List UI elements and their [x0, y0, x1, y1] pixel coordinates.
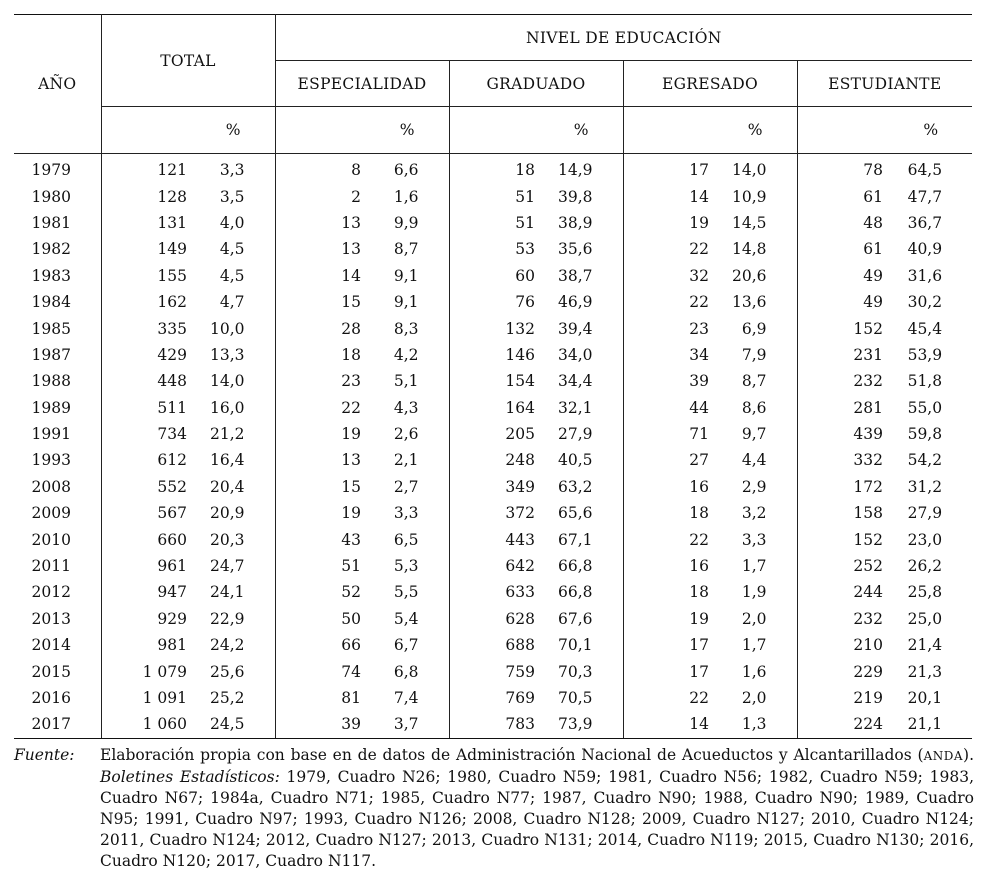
cell-estudiante: 232 [853, 372, 883, 391]
cell-year: 2011 [14, 553, 101, 579]
cell-egresado-pct: 13,6 [723, 289, 797, 315]
cell-estudiante-pct: 21,1 [897, 711, 972, 738]
cell-estudiante: 231 [853, 345, 883, 364]
cell-estudiante-pct: 55,0 [907, 398, 943, 417]
cell-estudiante: 49 [863, 266, 883, 285]
cell-egresado: 19 [689, 609, 709, 628]
cell-graduado: 688 [505, 636, 535, 655]
cell-egresado-pct: 3,3 [723, 526, 797, 552]
cell-especialidad: 13 [341, 213, 361, 232]
cell-total-pct: 24,7 [201, 553, 275, 579]
cell-especialidad-pct: 6,5 [375, 526, 449, 552]
cell-total: 961 [157, 557, 187, 576]
cell-egresado-pct: 6,9 [723, 315, 797, 341]
cell-graduado: 759 [505, 662, 535, 681]
cell-estudiante: 61 [863, 187, 883, 206]
table-row [14, 474, 972, 500]
cell-estudiante: 61 [863, 240, 883, 259]
cell-year: 2017 [14, 711, 101, 738]
cell-egresado: 18 [689, 583, 709, 602]
cell-egresado-pct: 1,3 [723, 711, 797, 738]
cell-year: 1979 [14, 154, 101, 184]
table-row [14, 711, 972, 738]
cell-year: 1987 [14, 342, 101, 368]
cell-graduado: 51 [515, 187, 535, 206]
cell-estudiante: 252 [853, 557, 883, 576]
cell-total-pct: 4,0 [201, 210, 275, 236]
cell-year: 1993 [14, 447, 101, 473]
cell-egresado-pct: 1,6 [723, 658, 797, 684]
cell-egresado-pct: 2,9 [723, 474, 797, 500]
cell-egresado: 17 [689, 662, 709, 681]
percent-header-row [14, 107, 972, 154]
cell-egresado: 39 [689, 372, 709, 391]
cell-graduado-pct: 65,6 [549, 500, 623, 526]
cell-total-pct: 4,5 [201, 236, 275, 262]
cell-total-pct: 4,5 [201, 263, 275, 289]
cell-egresado: 34 [689, 345, 709, 364]
cell-egresado-pct: 2,0 [723, 685, 797, 711]
cell-graduado: 51 [515, 213, 535, 232]
cell-especialidad-pct: 4,3 [375, 395, 449, 421]
cell-estudiante-pct: 51,8 [907, 372, 943, 391]
cell-graduado: 769 [505, 689, 535, 707]
source-text [100, 745, 974, 872]
cell-especialidad-pct: 3,3 [375, 500, 449, 526]
table-row [14, 421, 972, 447]
cell-estudiante: 332 [853, 451, 883, 470]
cell-graduado: 783 [449, 711, 549, 738]
education-level-table [14, 14, 972, 739]
percent-label-egresado: % [723, 107, 797, 154]
table-row [14, 658, 972, 684]
cell-estudiante: 48 [863, 213, 883, 232]
cell-graduado-pct: 67,1 [549, 526, 623, 552]
cell-year: 2013 [14, 606, 101, 632]
cell-total-pct: 4,7 [201, 289, 275, 315]
table-row [14, 685, 972, 711]
cell-total: 511 [157, 398, 187, 417]
table-body [14, 154, 972, 739]
cell-year: 1980 [14, 183, 101, 209]
percent-label-estudiante: % [897, 107, 972, 154]
cell-graduado: 76 [515, 293, 535, 312]
cell-egresado-pct: 10,9 [723, 183, 797, 209]
cell-graduado: 53 [515, 240, 535, 259]
cell-total-pct: 24,1 [201, 579, 275, 605]
cell-especialidad: 66 [341, 636, 361, 655]
cell-egresado: 44 [689, 398, 709, 417]
cell-especialidad: 28 [341, 319, 361, 338]
cell-especialidad-pct: 9,1 [375, 263, 449, 289]
cell-graduado-pct: 70,5 [549, 685, 623, 711]
cell-especialidad-pct: 3,7 [375, 711, 449, 738]
table-row [14, 395, 972, 421]
source-line1: Elaboración propia con base en de datos de Administración Nacional de Acueductos y Alcantarillados ( [100, 746, 924, 764]
cell-graduado-pct: 40,5 [549, 447, 623, 473]
cell-egresado: 19 [689, 213, 709, 232]
header-graduado: GRADUADO [449, 61, 623, 107]
cell-graduado-pct: 32,1 [549, 395, 623, 421]
cell-total-pct: 16,4 [201, 447, 275, 473]
cell-total-pct: 14,0 [201, 368, 275, 394]
cell-egresado-pct: 14,5 [723, 210, 797, 236]
cell-especialidad-pct: 5,4 [375, 606, 449, 632]
cell-graduado: 443 [505, 530, 535, 549]
cell-total: 567 [157, 504, 187, 523]
cell-total: 155 [157, 266, 187, 285]
cell-graduado-pct: 73,9 [549, 711, 623, 738]
cell-total: 1 060 [101, 711, 201, 738]
cell-total: 612 [157, 451, 187, 470]
cell-year: 1985 [14, 315, 101, 341]
cell-egresado: 14 [689, 187, 709, 206]
cell-total-pct: 21,2 [201, 421, 275, 447]
cell-especialidad-pct: 8,3 [375, 315, 449, 341]
cell-total: 335 [157, 319, 187, 338]
cell-egresado: 23 [689, 319, 709, 338]
cell-egresado: 22 [689, 293, 709, 312]
cell-estudiante: 229 [853, 662, 883, 681]
cell-especialidad-pct: 5,5 [375, 579, 449, 605]
cell-especialidad-pct: 9,9 [375, 210, 449, 236]
cell-egresado-pct: 8,6 [723, 395, 797, 421]
table-row [14, 606, 972, 632]
cell-estudiante: 439 [853, 425, 883, 444]
cell-year: 2009 [14, 500, 101, 526]
cell-total-pct: 24,2 [201, 632, 275, 658]
cell-especialidad-pct: 2,7 [375, 474, 449, 500]
cell-year: 1981 [14, 210, 101, 236]
cell-especialidad: 15 [341, 477, 361, 496]
cell-estudiante: 49 [863, 293, 883, 312]
cell-especialidad-pct: 1,6 [375, 183, 449, 209]
cell-total: 734 [157, 425, 187, 444]
cell-estudiante-pct: 40,9 [907, 240, 943, 259]
cell-estudiante: 281 [853, 398, 883, 417]
cell-year: 1984 [14, 289, 101, 315]
cell-egresado: 32 [689, 266, 709, 285]
cell-egresado: 16 [689, 557, 709, 576]
cell-estudiante-pct: 36,7 [907, 213, 943, 232]
cell-especialidad: 22 [341, 398, 361, 417]
cell-egresado-pct: 1,7 [723, 632, 797, 658]
percent-label-total: % [201, 107, 275, 154]
cell-especialidad: 74 [341, 662, 361, 681]
table-header [14, 15, 972, 154]
cell-estudiante: 232 [853, 609, 883, 628]
cell-estudiante-pct: 54,2 [907, 451, 943, 470]
cell-graduado-pct: 66,8 [549, 553, 623, 579]
cell-egresado-pct: 9,7 [723, 421, 797, 447]
cell-estudiante-pct: 53,9 [907, 345, 943, 364]
cell-especialidad-pct: 9,1 [375, 289, 449, 315]
cell-total-pct: 3,3 [201, 154, 275, 184]
cell-total: 1 091 [142, 689, 187, 707]
cell-egresado: 16 [689, 477, 709, 496]
cell-especialidad-pct: 5,1 [375, 368, 449, 394]
cell-especialidad: 39 [275, 711, 375, 738]
cell-estudiante-pct: 21,3 [907, 662, 943, 681]
cell-year: 1991 [14, 421, 101, 447]
cell-total-pct: 10,0 [201, 315, 275, 341]
table-row [14, 553, 972, 579]
cell-estudiante: 152 [853, 530, 883, 549]
cell-egresado: 18 [689, 504, 709, 523]
cell-estudiante-pct: 59,8 [907, 425, 943, 444]
cell-egresado-pct: 1,7 [723, 553, 797, 579]
cell-estudiante-pct: 23,0 [907, 530, 943, 549]
table-row [14, 632, 972, 658]
cell-year: 2012 [14, 579, 101, 605]
cell-total: 128 [157, 187, 187, 206]
cell-estudiante-pct: 20,1 [907, 689, 943, 707]
cell-graduado-pct: 70,3 [549, 658, 623, 684]
cell-graduado-pct: 35,6 [549, 236, 623, 262]
header-education-level: NIVEL DE EDUCACIÓN [275, 15, 972, 61]
cell-estudiante-pct: 26,2 [907, 557, 943, 576]
cell-total-pct: 13,3 [201, 342, 275, 368]
header-especialidad: ESPECIALIDAD [275, 61, 449, 107]
cell-graduado: 146 [505, 345, 535, 364]
cell-total-pct: 24,5 [201, 711, 275, 738]
cell-graduado-pct: 38,9 [549, 210, 623, 236]
cell-especialidad: 15 [341, 293, 361, 312]
cell-total-pct: 3,5 [201, 183, 275, 209]
cell-especialidad-pct: 7,4 [375, 685, 449, 711]
cell-graduado-pct: 27,9 [549, 421, 623, 447]
cell-graduado: 349 [505, 477, 535, 496]
cell-egresado-pct: 8,7 [723, 368, 797, 394]
source-note [14, 745, 974, 872]
cell-year: 2015 [14, 658, 101, 684]
cell-graduado: 628 [505, 609, 535, 628]
cell-especialidad: 23 [341, 372, 361, 391]
cell-especialidad: 81 [341, 689, 361, 707]
cell-egresado: 71 [689, 425, 709, 444]
table-row [14, 289, 972, 315]
cell-especialidad-pct: 5,3 [375, 553, 449, 579]
cell-year: 2010 [14, 526, 101, 552]
cell-graduado: 154 [505, 372, 535, 391]
cell-total: 429 [157, 345, 187, 364]
cell-especialidad: 51 [341, 557, 361, 576]
cell-especialidad: 43 [341, 530, 361, 549]
cell-estudiante: 152 [853, 319, 883, 338]
cell-total-pct: 20,9 [201, 500, 275, 526]
cell-graduado: 164 [505, 398, 535, 417]
cell-especialidad: 18 [341, 345, 361, 364]
cell-especialidad: 13 [341, 451, 361, 470]
cell-year: 1983 [14, 263, 101, 289]
header-estudiante: ESTUDIANTE [797, 61, 972, 107]
cell-graduado-pct: 46,9 [549, 289, 623, 315]
cell-graduado: 18 [515, 161, 535, 180]
cell-estudiante: 78 [863, 161, 883, 180]
cell-total: 981 [157, 636, 187, 655]
cell-especialidad-pct: 6,6 [375, 154, 449, 184]
percent-label-especialidad: % [375, 107, 449, 154]
percent-label-graduado: % [549, 107, 623, 154]
cell-year: 2014 [14, 632, 101, 658]
cell-egresado-pct: 14,0 [723, 154, 797, 184]
cell-egresado: 17 [689, 636, 709, 655]
cell-estudiante: 224 [797, 711, 897, 738]
cell-estudiante: 172 [853, 477, 883, 496]
cell-egresado-pct: 14,8 [723, 236, 797, 262]
cell-graduado: 132 [505, 319, 535, 338]
cell-estudiante: 210 [853, 636, 883, 655]
cell-total: 162 [157, 293, 187, 312]
cell-graduado-pct: 39,4 [549, 315, 623, 341]
table-row [14, 263, 972, 289]
header-year: AÑO [14, 15, 101, 154]
cell-total: 660 [157, 530, 187, 549]
table-row [14, 500, 972, 526]
cell-total: 929 [157, 609, 187, 628]
cell-total-pct: 20,3 [201, 526, 275, 552]
cell-egresado-pct: 4,4 [723, 447, 797, 473]
cell-estudiante: 158 [853, 504, 883, 523]
header-egresado: EGRESADO [623, 61, 797, 107]
cell-especialidad-pct: 2,6 [375, 421, 449, 447]
source-abbr: ANDA [923, 749, 964, 763]
cell-egresado: 17 [689, 161, 709, 180]
source-bulletins-text: 1979, Cuadro N26; 1980, Cuadro N59; 1981, Cuadro N56; 1982, Cuadro N59; 1983, Cuadro N67; 1984a, Cuadro N71; 1985, Cuadro N77; 1987, Cuadro N90; 1988, Cuadro N90; 1989, Cuadro N95; 1991, Cuadro N97; 1993, Cuadro N126; 2008, Cuadro N128; 2009, Cuadro N127; 2010, Cuadro N124; 2011, Cuadro N124; 2012, Cuadro N127; 2013, Cuadro N131; 2014, Cuadro N119; 2015, Cuadro N130; 2016, Cuadro N120; 2017, Cuadro N117. [100, 768, 974, 870]
cell-graduado-pct: 14,9 [549, 154, 623, 184]
cell-egresado: 27 [689, 451, 709, 470]
cell-especialidad: 14 [341, 266, 361, 285]
cell-total-pct: 20,4 [201, 474, 275, 500]
cell-graduado: 205 [505, 425, 535, 444]
cell-year: 1988 [14, 368, 101, 394]
cell-total: 947 [157, 583, 187, 602]
cell-graduado: 248 [505, 451, 535, 470]
cell-graduado-pct: 70,1 [549, 632, 623, 658]
cell-egresado-pct: 3,2 [723, 500, 797, 526]
table-row [14, 236, 972, 262]
table-row [14, 368, 972, 394]
source-label: Fuente: [14, 746, 75, 764]
cell-estudiante-pct: 47,7 [907, 187, 943, 206]
cell-especialidad-pct: 6,8 [375, 658, 449, 684]
cell-estudiante-pct: 64,5 [907, 161, 943, 180]
cell-graduado-pct: 34,0 [549, 342, 623, 368]
cell-total: 131 [157, 213, 187, 232]
cell-estudiante-pct: 30,2 [907, 293, 943, 312]
cell-estudiante-pct: 25,8 [907, 583, 943, 602]
cell-especialidad-pct: 2,1 [375, 447, 449, 473]
cell-especialidad: 2 [351, 187, 361, 206]
cell-year: 1982 [14, 236, 101, 262]
cell-estudiante: 219 [853, 689, 883, 707]
source-bulletins-label: Boletines Estadísticos: [100, 768, 280, 786]
table-row [14, 342, 972, 368]
cell-graduado: 60 [515, 266, 535, 285]
cell-total-pct: 16,0 [201, 395, 275, 421]
cell-graduado-pct: 34,4 [549, 368, 623, 394]
cell-total: 552 [157, 477, 187, 496]
cell-estudiante: 244 [853, 583, 883, 602]
cell-total: 149 [157, 240, 187, 259]
table-row [14, 154, 972, 184]
cell-especialidad: 52 [341, 583, 361, 602]
table-row [14, 526, 972, 552]
table-row [14, 183, 972, 209]
cell-egresado: 22 [689, 689, 709, 707]
cell-estudiante-pct: 45,4 [907, 319, 943, 338]
cell-estudiante-pct: 21,4 [907, 636, 943, 655]
cell-especialidad: 8 [351, 161, 361, 180]
cell-total-pct: 25,2 [201, 685, 275, 711]
cell-total: 121 [157, 161, 187, 180]
cell-total: 1 079 [142, 662, 187, 681]
cell-estudiante-pct: 31,6 [907, 266, 943, 285]
cell-graduado: 633 [505, 583, 535, 602]
table-row [14, 315, 972, 341]
cell-egresado: 14 [623, 711, 723, 738]
cell-egresado-pct: 2,0 [723, 606, 797, 632]
cell-graduado-pct: 39,8 [549, 183, 623, 209]
cell-egresado-pct: 7,9 [723, 342, 797, 368]
cell-total: 448 [157, 372, 187, 391]
cell-egresado: 22 [689, 240, 709, 259]
header-total: TOTAL [101, 15, 275, 107]
cell-especialidad: 50 [341, 609, 361, 628]
cell-graduado-pct: 67,6 [549, 606, 623, 632]
cell-graduado: 372 [505, 504, 535, 523]
cell-especialidad: 13 [341, 240, 361, 259]
cell-year: 2016 [14, 685, 101, 711]
cell-total-pct: 22,9 [201, 606, 275, 632]
cell-total-pct: 25,6 [201, 658, 275, 684]
cell-estudiante-pct: 25,0 [907, 609, 943, 628]
cell-graduado-pct: 66,8 [549, 579, 623, 605]
table-row [14, 579, 972, 605]
cell-graduado: 642 [505, 557, 535, 576]
cell-egresado: 22 [689, 530, 709, 549]
cell-egresado-pct: 1,9 [723, 579, 797, 605]
cell-year: 2008 [14, 474, 101, 500]
source-line1-end: ). [963, 746, 974, 764]
cell-egresado-pct: 20,6 [723, 263, 797, 289]
cell-especialidad-pct: 4,2 [375, 342, 449, 368]
cell-year: 1989 [14, 395, 101, 421]
table-row [14, 447, 972, 473]
cell-graduado-pct: 38,7 [549, 263, 623, 289]
cell-especialidad-pct: 8,7 [375, 236, 449, 262]
cell-graduado-pct: 63,2 [549, 474, 623, 500]
cell-estudiante-pct: 27,9 [907, 504, 943, 523]
cell-estudiante-pct: 31,2 [907, 477, 943, 496]
cell-especialidad: 19 [341, 504, 361, 523]
cell-especialidad: 19 [341, 425, 361, 444]
cell-especialidad-pct: 6,7 [375, 632, 449, 658]
table-row [14, 210, 972, 236]
